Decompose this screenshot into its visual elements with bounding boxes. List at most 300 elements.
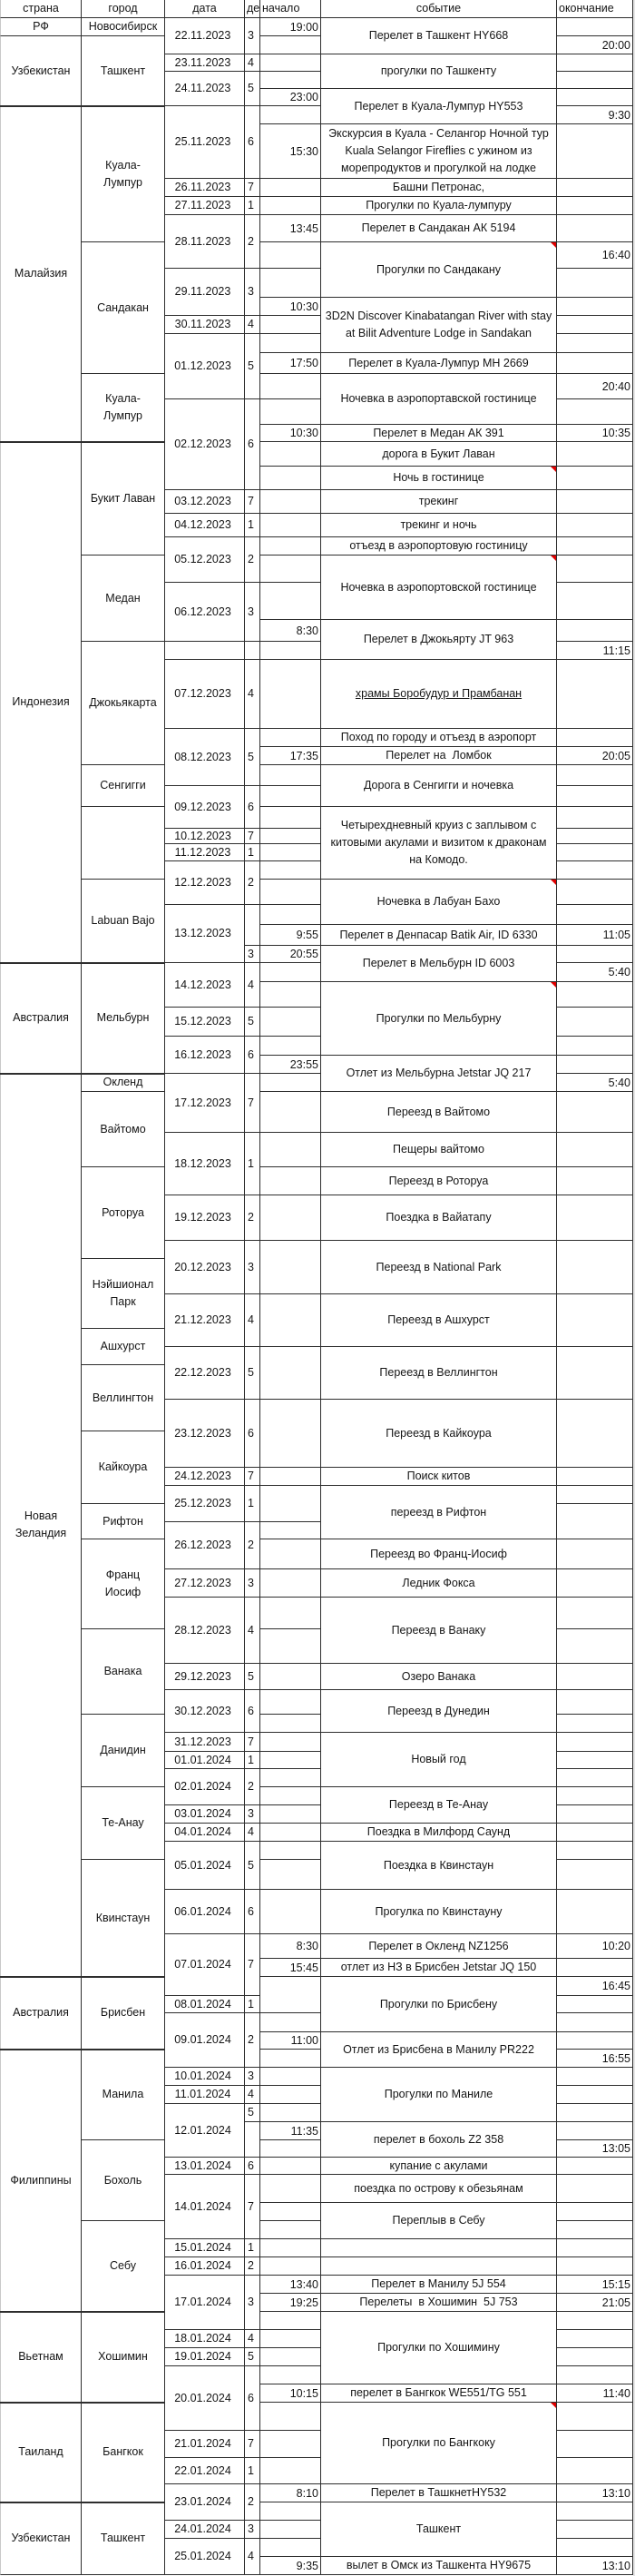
end-grid-cell: [557, 1092, 633, 1133]
country-separator: [0, 1976, 165, 1978]
event-cell: Поездка в Милфорд Саунд: [321, 1824, 557, 1842]
weekday-cell: 4: [245, 54, 260, 72]
header-day: де: [245, 0, 260, 18]
weekday-cell: [245, 642, 260, 660]
end-time: 13:05: [601, 2142, 630, 2155]
event-cell: перелет в Бангкок WE551/TG 551: [321, 2384, 557, 2403]
country-cell: Новая Зеландия: [0, 1074, 82, 1977]
start-grid-cell: [260, 2239, 321, 2257]
city-cell: Те-Анау: [82, 1787, 165, 1860]
date-cell: 05.12.2023: [165, 537, 245, 583]
event-cell: Перелет в Куала-Лумпур МН 2669: [321, 353, 557, 374]
start-grid-cell: [260, 1468, 321, 1486]
start-grid-cell: [260, 1860, 321, 1890]
end-grid-cell: [557, 179, 633, 197]
end-time: 21:05: [601, 2296, 630, 2309]
weekday-cell: 7: [245, 1934, 260, 1996]
start-time: 8:30: [296, 1940, 318, 1952]
end-grid-cell: [557, 1890, 633, 1934]
start-grid-cell: [260, 2458, 321, 2484]
start-grid-cell: [260, 2068, 321, 2086]
event-cell: Переезд в Дунедин: [321, 1690, 557, 1733]
event-cell: Ночевка в Лабуан Бахо: [321, 880, 557, 925]
event-cell: Прогулки по Сандакану: [321, 242, 557, 298]
start-time: 9:35: [296, 2559, 318, 2572]
date-cell: 29.11.2023: [165, 269, 245, 316]
event-cell: Перелет в Сандакан АК 5194: [321, 215, 557, 242]
weekday-cell: 6: [245, 1400, 260, 1468]
end-time: 16:45: [601, 1980, 630, 1992]
end-time: 5:40: [608, 1076, 630, 1089]
start-time: 15:30: [289, 144, 318, 158]
weekday-cell: 4: [245, 1824, 260, 1842]
comment-indicator-icon: [551, 556, 556, 561]
weekday-cell: 7: [245, 1468, 260, 1486]
date-cell: 11.12.2023: [165, 844, 245, 861]
start-grid-cell: [260, 905, 321, 925]
end-grid-cell: [557, 316, 633, 334]
end-grid-cell: [557, 1805, 633, 1824]
date-cell: 10.01.2024: [165, 2068, 245, 2086]
start-time: 17:50: [289, 357, 318, 369]
weekday-cell: 4: [245, 963, 260, 1008]
end-grid-cell: [557, 1468, 633, 1486]
event-cell: Перелет в Манилу 5J 554: [321, 2276, 557, 2294]
end-grid-cell: [557, 1167, 633, 1195]
end-time: 13:10: [601, 2559, 630, 2572]
start-grid-cell: [260, 1037, 321, 1056]
end-grid-cell: [557, 2221, 633, 2239]
city-cell: Сандакан: [82, 242, 165, 374]
weekday-cell: 1: [245, 1133, 260, 1195]
header-country: страна: [0, 0, 82, 18]
date-cell: 07.01.2024: [165, 1934, 245, 1996]
weekday-cell: 5: [245, 72, 260, 106]
end-grid-cell: [557, 2175, 633, 2203]
country-separator: [0, 2049, 165, 2050]
date-cell: 09.01.2024: [165, 2013, 245, 2068]
comment-indicator-icon: [551, 880, 556, 885]
event-cell: Перелет в Джокьярту JT 963: [321, 620, 557, 660]
weekday-cell: 1: [245, 1752, 260, 1769]
end-grid-cell: [557, 197, 633, 215]
start-grid-cell: [260, 1347, 321, 1400]
start-grid-cell: [260, 1690, 321, 1715]
weekday-cell: 3: [245, 2068, 260, 2086]
weekday-cell: 3: [245, 2521, 260, 2539]
city-cell: Данидин: [82, 1715, 165, 1787]
start-grid-cell: [260, 2175, 321, 2203]
weekday-cell: 3: [245, 18, 260, 54]
date-cell: 19.12.2023: [165, 1195, 245, 1241]
event-cell: [321, 2257, 557, 2276]
weekday-cell: 3: [245, 1241, 260, 1294]
event-cell: Перелеты в Хошимин 5J 753: [321, 2294, 557, 2312]
end-grid-cell: [557, 660, 633, 729]
date-cell: 14.12.2023: [165, 963, 245, 1008]
start-grid-cell: [260, 1890, 321, 1934]
start-time: 8:10: [296, 2486, 318, 2500]
start-time: 9:55: [296, 929, 318, 941]
end-time: 15:15: [601, 2277, 630, 2291]
event-cell: Переезд в National Park: [321, 1241, 557, 1294]
city-cell: Бангкок: [82, 2403, 165, 2502]
city-cell: Сенгигги: [82, 765, 165, 807]
end-time: 11:15: [602, 644, 630, 657]
end-grid-cell: [557, 1752, 633, 1769]
start-time: 8:30: [296, 624, 318, 637]
start-time: 23:00: [289, 91, 318, 103]
event-cell: Ледник Фокса: [321, 1569, 557, 1598]
end-grid-cell: [557, 18, 633, 36]
weekday-cell: 1: [245, 844, 260, 861]
country-separator: [0, 105, 165, 107]
start-grid-cell: [260, 861, 321, 880]
end-grid-cell: [557, 556, 633, 583]
start-grid-cell: [260, 829, 321, 844]
weekday-cell: 5: [245, 1008, 260, 1037]
start-grid-cell: [260, 1539, 321, 1569]
event-cell: Прогулки по Хошимину: [321, 2312, 557, 2384]
country-cell: Малайзия: [0, 106, 82, 442]
end-grid-cell: [557, 1769, 633, 1787]
start-grid-cell: [260, 2221, 321, 2239]
end-grid-cell: [557, 1690, 633, 1715]
start-grid-cell: [260, 442, 321, 467]
date-cell: 10.12.2023: [165, 829, 245, 844]
weekday-cell: 5: [245, 1842, 260, 1890]
end-time: 20:00: [601, 38, 630, 52]
end-time: 11:40: [602, 2386, 630, 2400]
date-cell: 18.12.2023: [165, 1133, 245, 1195]
date-cell: 13.12.2023: [165, 905, 245, 963]
event-cell: Переезд в Кайкоура: [321, 1400, 557, 1468]
end-grid-cell: [557, 1598, 633, 1629]
weekday-cell: 5: [245, 1347, 260, 1400]
event-cell: Озеро Ванака: [321, 1664, 557, 1690]
city-cell: Куала-Лумпур: [82, 374, 165, 442]
start-time: 10:30: [289, 300, 318, 313]
start-grid-cell: [260, 179, 321, 197]
weekday-cell: 7: [245, 1074, 260, 1133]
end-grid-cell: [557, 72, 633, 89]
country-cell: Филиппины: [0, 2050, 82, 2312]
weekday-cell: 5: [245, 1664, 260, 1690]
date-cell: 15.12.2023: [165, 1008, 245, 1037]
city-cell: Джокьякарта: [82, 642, 165, 765]
event-cell: Прогулки по Маниле: [321, 2068, 557, 2122]
start-grid-cell: [260, 399, 321, 425]
end-time: 11:05: [602, 929, 630, 941]
event-cell: Переезд в Веллингтон: [321, 1347, 557, 1400]
country-cell: РФ: [0, 18, 82, 36]
start-grid-cell: [260, 1522, 321, 1539]
city-cell: Вайтомо: [82, 1092, 165, 1167]
start-grid-cell: [260, 1569, 321, 1598]
end-grid-cell: [557, 786, 633, 807]
start-grid-cell: [260, 2013, 321, 2032]
start-grid-cell: [260, 2403, 321, 2431]
event-cell: Поездка в Квинстаун: [321, 1842, 557, 1890]
start-grid-cell: [260, 1842, 321, 1860]
end-grid-cell: [557, 1569, 633, 1598]
start-grid-cell: [260, 1769, 321, 1787]
end-grid-cell: [557, 298, 633, 316]
weekday-cell: 1: [245, 514, 260, 537]
start-grid-cell: [260, 1092, 321, 1133]
date-cell: 22.11.2023: [165, 18, 245, 54]
weekday-cell: 1: [245, 197, 260, 215]
event-cell: прогулки по Ташкенту: [321, 54, 557, 89]
city-cell: Себу: [82, 2221, 165, 2312]
date-cell: 08.12.2023: [165, 729, 245, 786]
comment-indicator-icon: [551, 467, 556, 472]
start-time: 10:15: [289, 2386, 318, 2400]
start-grid-cell: [260, 2431, 321, 2458]
date-cell: 30.11.2023: [165, 316, 245, 334]
weekday-cell: 2: [245, 2484, 260, 2521]
start-grid-cell: [260, 1400, 321, 1468]
event-cell: Прогулки по Брисбену: [321, 1977, 557, 2032]
date-cell: 01.12.2023: [165, 334, 245, 399]
event-cell: Переезд в Ашхурст: [321, 1294, 557, 1347]
weekday-cell: 3: [245, 946, 260, 963]
end-grid-cell: [557, 1787, 633, 1805]
city-cell: Ташкент: [82, 2502, 165, 2575]
date-cell: 13.01.2024: [165, 2158, 245, 2175]
date-cell: 02.01.2024: [165, 1769, 245, 1805]
start-grid-cell: [260, 880, 321, 905]
start-grid-cell: [260, 197, 321, 215]
event-cell: храмы Боробудур и Прамбанан: [321, 660, 557, 729]
start-grid-cell: [260, 1715, 321, 1733]
weekday-cell: [245, 905, 260, 946]
city-cell: Букит Лаван: [82, 442, 165, 556]
date-cell: 18.01.2024: [165, 2330, 245, 2348]
start-grid-cell: [260, 2348, 321, 2366]
date-cell: 06.12.2023: [165, 583, 245, 642]
event-cell: Пещеры вайтомо: [321, 1133, 557, 1167]
date-cell: 22.12.2023: [165, 1347, 245, 1400]
weekday-cell: 5: [245, 2348, 260, 2366]
event-cell: Поездка в Вайатапу: [321, 1195, 557, 1241]
end-grid-cell: [557, 2403, 633, 2431]
start-grid-cell: [260, 729, 321, 747]
event-cell: Четырехдневный круиз с заплывом с китовыми акулами и визитом к драконам на Комодо.: [321, 807, 557, 880]
event-cell: Поиск китов: [321, 1468, 557, 1486]
start-grid-cell: [260, 1752, 321, 1769]
end-grid-cell: [557, 2032, 633, 2050]
city-cell: Роторуа: [82, 1167, 165, 1259]
start-time: 11:35: [290, 2124, 318, 2138]
start-grid-cell: [260, 1977, 321, 2013]
city-cell: Мельбурн: [82, 963, 165, 1074]
end-time: 20:05: [601, 749, 630, 762]
event-cell: Переезд в Роторуа: [321, 1167, 557, 1195]
country-cell: Австралия: [0, 963, 82, 1074]
end-grid-cell: [557, 765, 633, 786]
end-grid-cell: [557, 1629, 633, 1664]
end-time: 16:55: [601, 2051, 630, 2065]
end-grid-cell: [557, 2348, 633, 2366]
date-cell: 28.11.2023: [165, 215, 245, 269]
weekday-cell: 6: [245, 1037, 260, 1074]
start-grid-cell: [260, 514, 321, 537]
end-grid-cell: [557, 2312, 633, 2330]
end-grid-cell: [557, 490, 633, 514]
start-grid-cell: [260, 1133, 321, 1167]
end-grid-cell: [557, 1664, 633, 1690]
weekday-cell: 5: [245, 2104, 260, 2122]
end-grid-cell: [557, 2158, 633, 2175]
weekday-cell: 7: [245, 2175, 260, 2239]
end-grid-cell: [557, 1037, 633, 1056]
start-time: 17:35: [289, 749, 318, 762]
event-cell: переезд в Рифтон: [321, 1486, 557, 1539]
end-grid-cell: [557, 829, 633, 844]
start-grid-cell: [260, 106, 321, 124]
event-cell: Перелет в Медан АК 391: [321, 425, 557, 442]
end-time: 9:30: [608, 108, 630, 122]
event-cell: Перелет в ТашкнетHY532: [321, 2484, 557, 2502]
event-cell: Прогулки по Бангкоку: [321, 2403, 557, 2484]
start-grid-cell: [260, 982, 321, 1008]
start-grid-cell: [260, 844, 321, 861]
weekday-cell: 6: [245, 1890, 260, 1934]
comment-indicator-icon: [551, 982, 556, 988]
start-grid-cell: [260, 2104, 321, 2122]
start-grid-cell: [260, 2521, 321, 2539]
start-grid-cell: [260, 72, 321, 89]
country-separator: [0, 2402, 165, 2404]
comment-indicator-icon: [551, 242, 556, 248]
start-time: 11:00: [290, 2034, 318, 2047]
date-cell: 23.11.2023: [165, 54, 245, 72]
event-cell: Прогулка по Квинстауну: [321, 1890, 557, 1934]
end-grid-cell: [557, 2521, 633, 2539]
date-cell: 02.12.2023: [165, 399, 245, 490]
end-grid-cell: [557, 442, 633, 467]
event-cell: Перелет в Куала-Лумпур HY553: [321, 89, 557, 124]
start-grid-cell: [260, 316, 321, 334]
weekday-cell: 1: [245, 2239, 260, 2257]
end-grid-cell: [557, 807, 633, 829]
end-grid-cell: [557, 2239, 633, 2257]
event-cell: Поход по городу и отъезд в аэропорт: [321, 729, 557, 747]
event-cell: Перелет на Ломбок: [321, 747, 557, 765]
date-cell: 11.01.2024: [165, 2086, 245, 2104]
end-grid-cell: [557, 905, 633, 925]
end-grid-cell: [557, 2104, 633, 2122]
start-time: 10:30: [289, 427, 318, 439]
event-cell: отлет из НЗ в Брисбен Jetstar JQ 150: [321, 1959, 557, 1977]
start-grid-cell: [260, 583, 321, 620]
start-grid-cell: [260, 1664, 321, 1690]
header-date: дата: [165, 0, 245, 18]
date-cell: 15.01.2024: [165, 2239, 245, 2257]
date-cell: 23.12.2023: [165, 1400, 245, 1468]
date-cell: 25.01.2024: [165, 2539, 245, 2575]
date-cell: 17.01.2024: [165, 2276, 245, 2330]
weekday-cell: 4: [245, 2539, 260, 2575]
country-separator: [0, 2311, 165, 2313]
event-cell: трекинг: [321, 490, 557, 514]
date-cell: 30.12.2023: [165, 1690, 245, 1733]
event-cell: Прогулки по Мельбурну: [321, 982, 557, 1056]
end-time: 10:35: [601, 427, 630, 439]
city-cell: Веллингтон: [82, 1365, 165, 1431]
event-cell: Перелет в Окленд NZ1256: [321, 1934, 557, 1959]
header-city: город: [82, 0, 165, 18]
end-grid-cell: [557, 880, 633, 905]
city-cell: Хошимин: [82, 2312, 165, 2403]
start-grid-cell: [260, 2366, 321, 2384]
start-grid-cell: [260, 1008, 321, 1037]
start-grid-cell: [260, 2203, 321, 2221]
country-separator: [0, 962, 165, 964]
start-time: 13:40: [289, 2277, 318, 2291]
end-grid-cell: [557, 1824, 633, 1842]
city-cell: Франц Иосиф: [82, 1539, 165, 1629]
event-cell: вылет в Омск из Ташкента HY9675: [321, 2557, 557, 2575]
end-grid-cell: [557, 1504, 633, 1539]
city-cell: Ванака: [82, 1629, 165, 1715]
end-grid-cell: [557, 1842, 633, 1860]
weekday-cell: 1: [245, 1996, 260, 2013]
weekday-cell: 7: [245, 1733, 260, 1752]
start-grid-cell: [260, 269, 321, 298]
start-grid-cell: [260, 2502, 321, 2521]
comment-indicator-icon: [551, 2403, 556, 2408]
date-cell: 22.01.2024: [165, 2458, 245, 2484]
country-cell: Вьетнам: [0, 2312, 82, 2403]
end-grid-cell: [557, 353, 633, 374]
end-grid-cell: [557, 2431, 633, 2458]
date-cell: 03.12.2023: [165, 490, 245, 514]
event-cell: Ташкент: [321, 2502, 557, 2557]
weekday-cell: 5: [245, 729, 260, 786]
date-cell: 05.01.2024: [165, 1842, 245, 1890]
start-grid-cell: [260, 1074, 321, 1092]
start-grid-cell: [260, 490, 321, 514]
start-grid-cell: [260, 467, 321, 490]
start-grid-cell: [260, 36, 321, 54]
end-grid-cell: [557, 729, 633, 747]
start-grid-cell: [260, 963, 321, 982]
start-grid-cell: [260, 1294, 321, 1347]
end-grid-cell: [557, 1133, 633, 1167]
event-cell: купание с акулами: [321, 2158, 557, 2175]
start-grid-cell: [260, 1598, 321, 1629]
start-grid-cell: [260, 2050, 321, 2068]
date-cell: 31.12.2023: [165, 1733, 245, 1752]
end-grid-cell: [557, 2086, 633, 2104]
weekday-cell: 3: [245, 583, 260, 642]
end-grid-cell: [557, 2013, 633, 2032]
weekday-cell: [245, 2122, 260, 2158]
weekday-cell: 1: [245, 2458, 260, 2484]
start-grid-cell: [260, 2330, 321, 2348]
weekday-cell: 4: [245, 1294, 260, 1347]
weekday-cell: 6: [245, 2366, 260, 2431]
weekday-cell: 2: [245, 2257, 260, 2276]
country-separator: [0, 1073, 165, 1075]
city-cell: Ашхурст: [82, 1329, 165, 1365]
start-grid-cell: [260, 2312, 321, 2330]
header-end: окончание: [557, 0, 633, 18]
start-grid-cell: [260, 765, 321, 786]
date-cell: 09.12.2023: [165, 786, 245, 829]
